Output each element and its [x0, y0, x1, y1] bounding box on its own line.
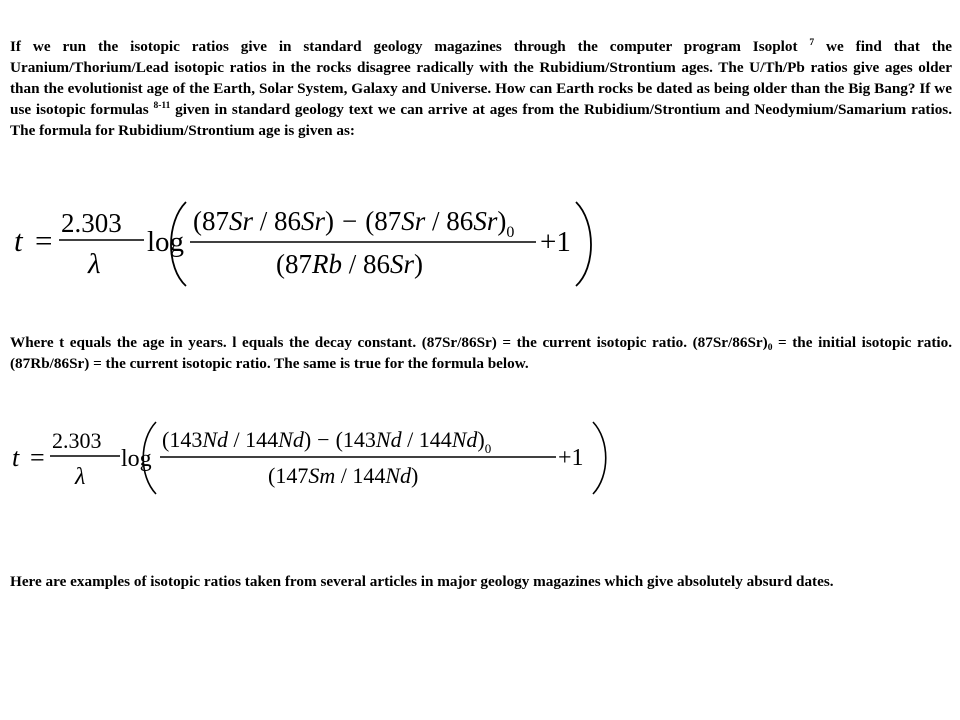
citation-superscript: 7: [809, 38, 815, 48]
formula-equals: =: [30, 443, 45, 472]
neodymium-samarium-formula: [0, 418, 620, 498]
formula-coefficient: 2.303: [61, 208, 122, 238]
log-label: log: [147, 226, 185, 258]
formula-t: t: [12, 443, 20, 472]
citation-superscript: 8-11: [153, 101, 171, 111]
initial-subscript: 0: [767, 343, 773, 353]
formula-t: t: [14, 223, 23, 258]
intro-paragraph: [10, 36, 952, 141]
rubidium-strontium-formula: [0, 196, 620, 290]
intro-text-part-1: If we run the isotopic ratios give in standard geology magazines through the computer program Isoplot: [10, 38, 810, 55]
intro-text-part-2: we find that the Uranium/Thorium/Lead isotopic ratios in the rocks disagree radically with the Rubidium/Strontium ages. The U/Th/Pb ratios give ages older than the evolutionist age of the Earth, Solar System, Galaxy and Universe. How can Earth rocks be dated as being older than the Big Bang? If we use isotopic formulas: [10, 38, 953, 118]
right-large-paren: [576, 202, 591, 286]
plus-one: +1: [540, 226, 571, 258]
formula-denominator: (87Rb / 86Sr): [276, 249, 424, 279]
examples-paragraph: Here are examples of isotopic ratios taken from several articles in major geology magazines which give absolutely absurd dates.: [10, 573, 834, 590]
log-label: log: [121, 446, 152, 472]
intro-text-part-3: given in standard geology text we can arrive at ages from the Rubidium/Strontium and Neodymium/Samarium ratios. The formula for Rubidium/Strontium age is given as:: [10, 101, 953, 139]
formula-denominator: (147Sm / 144Nd): [268, 463, 419, 488]
right-large-paren: [593, 422, 606, 494]
lambda-symbol: λ: [75, 464, 86, 490]
definitions-paragraph: [10, 332, 952, 374]
definitions-text-part-1: Where t equals the age in years. l equals the decay constant. (87Sr/86Sr) = the current isotopic ratio. (87Sr/86Sr): [10, 334, 768, 351]
formula-coefficient: 2.303: [52, 428, 102, 453]
definitions-text-part-2: = the initial isotopic ratio. (87Rb/86Sr) = the current isotopic ratio. The same is true for the formula below.: [10, 334, 952, 372]
formula-numerator: $(87Sr / 86Sr) - (87Sr / 86Sr)_0$: [193, 206, 515, 241]
plus-one: +1: [558, 445, 584, 471]
formula-numerator: $(143Nd / 144Nd) - (143Nd / 144Nd)_0$: [162, 427, 492, 456]
formula-equals: =: [35, 223, 53, 258]
lambda-symbol: λ: [88, 248, 101, 280]
